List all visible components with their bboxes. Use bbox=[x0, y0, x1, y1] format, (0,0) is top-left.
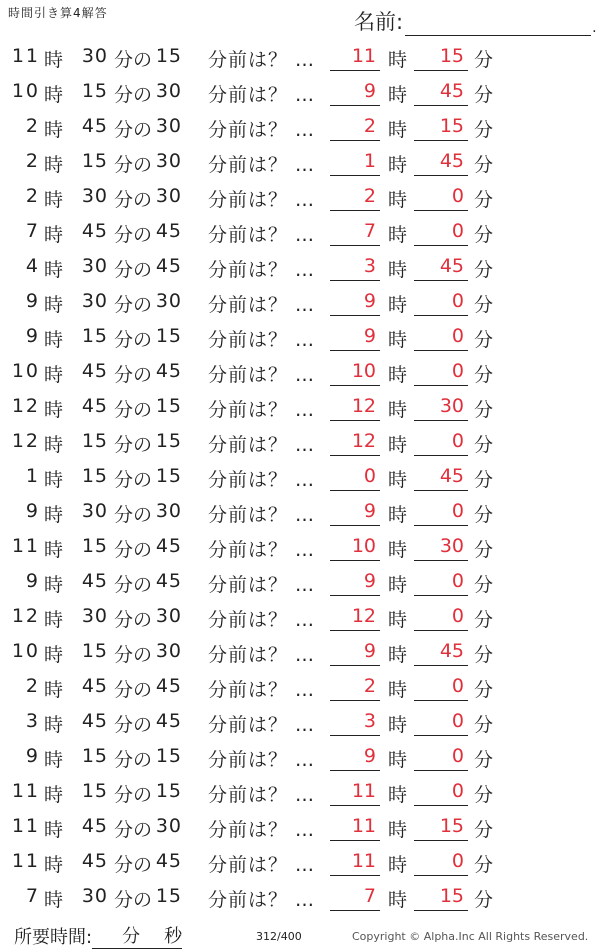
answer-hour-unit: 時 bbox=[388, 189, 408, 211]
worksheet-title: 時間引き算4解答 bbox=[8, 6, 108, 20]
answer-minute[interactable]: 0 bbox=[414, 710, 468, 736]
minutes-before-text: 分前は？ … bbox=[208, 49, 316, 71]
subtract-minutes: 30 bbox=[155, 80, 182, 102]
problem-hour: 2 bbox=[25, 150, 40, 172]
minutes-before-text: 分前は？ … bbox=[208, 609, 316, 631]
answer-hour-unit: 時 bbox=[388, 539, 408, 561]
problem-list bbox=[0, 40, 600, 915]
minutes-before-text: 分前は？ … bbox=[208, 889, 316, 911]
problem-row bbox=[0, 320, 600, 355]
of-minutes-text: 分の bbox=[114, 609, 153, 631]
elapsed-time-field bbox=[14, 922, 182, 949]
problem-hour: 11 bbox=[11, 850, 40, 872]
answer-minute-unit: 分 bbox=[474, 329, 494, 351]
seconds-unit: 秒 bbox=[164, 922, 182, 949]
problem-row bbox=[0, 355, 600, 390]
minutes-before-text: 分前は？ … bbox=[208, 329, 316, 351]
answer-hour-unit: 時 bbox=[388, 889, 408, 911]
hour-unit: 時 bbox=[44, 224, 64, 246]
answer-hour[interactable]: 0 bbox=[330, 465, 380, 491]
problem-row bbox=[0, 600, 600, 635]
problem-hour: 11 bbox=[11, 535, 40, 557]
answer-hour[interactable]: 12 bbox=[330, 430, 380, 456]
subtract-minutes: 15 bbox=[155, 325, 182, 347]
subtract-minutes: 45 bbox=[155, 220, 182, 242]
problem-hour: 9 bbox=[25, 325, 40, 347]
subtract-minutes: 15 bbox=[155, 885, 182, 907]
minutes-before-text: 分前は？ … bbox=[208, 714, 316, 736]
minutes-before-text: 分前は？ … bbox=[208, 574, 316, 596]
problem-hour: 10 bbox=[11, 80, 40, 102]
problem-minute: 15 bbox=[81, 745, 108, 767]
problem-row bbox=[0, 110, 600, 145]
of-minutes-text: 分の bbox=[114, 294, 153, 316]
answer-minute-unit: 分 bbox=[474, 364, 494, 386]
answer-minute-unit: 分 bbox=[474, 224, 494, 246]
name-end-mark: . bbox=[592, 20, 597, 36]
answer-hour[interactable]: 3 bbox=[330, 255, 380, 281]
problem-minute: 30 bbox=[81, 290, 108, 312]
answer-minute[interactable]: 0 bbox=[414, 220, 468, 246]
answer-minute[interactable]: 30 bbox=[414, 535, 468, 561]
hour-unit: 時 bbox=[44, 539, 64, 561]
answer-minute-unit: 分 bbox=[474, 189, 494, 211]
problem-hour: 7 bbox=[25, 885, 40, 907]
answer-minute-unit: 分 bbox=[474, 154, 494, 176]
of-minutes-text: 分の bbox=[114, 749, 153, 771]
hour-unit: 時 bbox=[44, 854, 64, 876]
problem-minute: 15 bbox=[81, 150, 108, 172]
answer-hour-unit: 時 bbox=[388, 224, 408, 246]
answer-hour[interactable]: 2 bbox=[330, 675, 380, 701]
minutes-before-text: 分前は？ … bbox=[208, 364, 316, 386]
subtract-minutes: 45 bbox=[155, 850, 182, 872]
of-minutes-text: 分の bbox=[114, 714, 153, 736]
subtract-minutes: 15 bbox=[155, 465, 182, 487]
answer-hour[interactable]: 9 bbox=[330, 745, 380, 771]
subtract-minutes: 15 bbox=[155, 395, 182, 417]
problem-minute: 15 bbox=[81, 430, 108, 452]
hour-unit: 時 bbox=[44, 574, 64, 596]
problem-hour: 4 bbox=[25, 255, 40, 277]
minutes-before-text: 分前は？ … bbox=[208, 119, 316, 141]
problem-row bbox=[0, 705, 600, 740]
answer-minute-unit: 分 bbox=[474, 399, 494, 421]
answer-minute-unit: 分 bbox=[474, 469, 494, 491]
hour-unit: 時 bbox=[44, 189, 64, 211]
answer-hour[interactable]: 12 bbox=[330, 605, 380, 631]
hour-unit: 時 bbox=[44, 469, 64, 491]
answer-hour[interactable]: 9 bbox=[330, 290, 380, 316]
answer-hour[interactable]: 10 bbox=[330, 360, 380, 386]
problem-row bbox=[0, 285, 600, 320]
subtract-minutes: 15 bbox=[155, 745, 182, 767]
problem-minute: 15 bbox=[81, 80, 108, 102]
answer-hour-unit: 時 bbox=[388, 574, 408, 596]
problem-hour: 9 bbox=[25, 745, 40, 767]
hour-unit: 時 bbox=[44, 784, 64, 806]
problem-hour: 1 bbox=[25, 465, 40, 487]
answer-minute-unit: 分 bbox=[474, 749, 494, 771]
problem-hour: 12 bbox=[11, 605, 40, 627]
problem-hour: 2 bbox=[25, 675, 40, 697]
answer-hour-unit: 時 bbox=[388, 784, 408, 806]
problem-minute: 45 bbox=[81, 710, 108, 732]
problem-minute: 15 bbox=[81, 640, 108, 662]
problem-hour: 7 bbox=[25, 220, 40, 242]
answer-minute-unit: 分 bbox=[474, 539, 494, 561]
problem-row bbox=[0, 810, 600, 845]
problem-minute: 45 bbox=[81, 360, 108, 382]
of-minutes-text: 分の bbox=[114, 119, 153, 141]
subtract-minutes: 30 bbox=[155, 290, 182, 312]
problem-hour: 9 bbox=[25, 570, 40, 592]
answer-hour[interactable]: 11 bbox=[330, 780, 380, 806]
problem-hour: 11 bbox=[11, 815, 40, 837]
hour-unit: 時 bbox=[44, 609, 64, 631]
answer-hour-unit: 時 bbox=[388, 154, 408, 176]
minutes-before-text: 分前は？ … bbox=[208, 434, 316, 456]
of-minutes-text: 分の bbox=[114, 469, 153, 491]
answer-minute[interactable]: 15 bbox=[414, 115, 468, 141]
answer-minute[interactable]: 0 bbox=[414, 325, 468, 351]
answer-minute[interactable]: 0 bbox=[414, 605, 468, 631]
name-field bbox=[354, 6, 597, 36]
answer-hour-unit: 時 bbox=[388, 259, 408, 281]
answer-hour-unit: 時 bbox=[388, 819, 408, 841]
problem-row bbox=[0, 425, 600, 460]
problem-hour: 12 bbox=[11, 430, 40, 452]
answer-hour[interactable]: 11 bbox=[330, 850, 380, 876]
answer-hour[interactable]: 10 bbox=[330, 535, 380, 561]
answer-hour[interactable]: 11 bbox=[330, 45, 380, 71]
problem-minute: 15 bbox=[81, 780, 108, 802]
answer-minute[interactable]: 0 bbox=[414, 780, 468, 806]
of-minutes-text: 分の bbox=[114, 854, 153, 876]
answer-hour[interactable]: 11 bbox=[330, 815, 380, 841]
of-minutes-text: 分の bbox=[114, 399, 153, 421]
minutes-before-text: 分前は？ … bbox=[208, 189, 316, 211]
hour-unit: 時 bbox=[44, 364, 64, 386]
problem-minute: 45 bbox=[81, 395, 108, 417]
problem-minute: 45 bbox=[81, 815, 108, 837]
answer-minute[interactable]: 45 bbox=[414, 640, 468, 666]
answer-minute-unit: 分 bbox=[474, 889, 494, 911]
answer-minute[interactable]: 45 bbox=[414, 150, 468, 176]
answer-minute[interactable]: 15 bbox=[414, 45, 468, 71]
problem-hour: 9 bbox=[25, 290, 40, 312]
answer-hour[interactable]: 9 bbox=[330, 570, 380, 596]
problem-minute: 30 bbox=[81, 255, 108, 277]
subtract-minutes: 45 bbox=[155, 710, 182, 732]
hour-unit: 時 bbox=[44, 644, 64, 666]
problem-row bbox=[0, 40, 600, 75]
answer-hour-unit: 時 bbox=[388, 84, 408, 106]
subtract-minutes: 30 bbox=[155, 500, 182, 522]
subtract-minutes: 30 bbox=[155, 185, 182, 207]
answer-minute-unit: 分 bbox=[474, 434, 494, 456]
hour-unit: 時 bbox=[44, 434, 64, 456]
answer-hour-unit: 時 bbox=[388, 504, 408, 526]
answer-hour-unit: 時 bbox=[388, 434, 408, 456]
answer-minute[interactable]: 0 bbox=[414, 500, 468, 526]
problem-hour: 2 bbox=[25, 185, 40, 207]
answer-minute[interactable]: 0 bbox=[414, 360, 468, 386]
hour-unit: 時 bbox=[44, 49, 64, 71]
problem-row bbox=[0, 670, 600, 705]
answer-hour-unit: 時 bbox=[388, 469, 408, 491]
of-minutes-text: 分の bbox=[114, 679, 153, 701]
answer-minute[interactable]: 0 bbox=[414, 745, 468, 771]
answer-hour-unit: 時 bbox=[388, 399, 408, 421]
hour-unit: 時 bbox=[44, 84, 64, 106]
answer-minute-unit: 分 bbox=[474, 259, 494, 281]
answer-hour-unit: 時 bbox=[388, 644, 408, 666]
problem-hour: 9 bbox=[25, 500, 40, 522]
answer-minute[interactable]: 0 bbox=[414, 570, 468, 596]
answer-minute[interactable]: 0 bbox=[414, 290, 468, 316]
subtract-minutes: 15 bbox=[155, 45, 182, 67]
problem-hour: 11 bbox=[11, 780, 40, 802]
subtract-minutes: 15 bbox=[155, 780, 182, 802]
hour-unit: 時 bbox=[44, 889, 64, 911]
answer-minute-unit: 分 bbox=[474, 819, 494, 841]
answer-hour-unit: 時 bbox=[388, 714, 408, 736]
subtract-minutes: 45 bbox=[155, 360, 182, 382]
subtract-minutes: 45 bbox=[155, 675, 182, 697]
hour-unit: 時 bbox=[44, 154, 64, 176]
problem-minute: 30 bbox=[81, 605, 108, 627]
minutes-blank[interactable] bbox=[92, 930, 122, 949]
subtract-minutes: 30 bbox=[155, 115, 182, 137]
answer-minute[interactable]: 0 bbox=[414, 185, 468, 211]
copyright-text: Copyright © Alpha.Inc All Rights Reserved. bbox=[352, 930, 589, 943]
page-number: 312/400 bbox=[256, 930, 302, 943]
of-minutes-text: 分の bbox=[114, 189, 153, 211]
hour-unit: 時 bbox=[44, 259, 64, 281]
minutes-before-text: 分前は？ … bbox=[208, 819, 316, 841]
minutes-before-text: 分前は？ … bbox=[208, 854, 316, 876]
of-minutes-text: 分の bbox=[114, 504, 153, 526]
problem-hour: 3 bbox=[25, 710, 40, 732]
of-minutes-text: 分の bbox=[114, 329, 153, 351]
of-minutes-text: 分の bbox=[114, 644, 153, 666]
problem-row bbox=[0, 635, 600, 670]
problem-minute: 45 bbox=[81, 570, 108, 592]
subtract-minutes: 45 bbox=[155, 535, 182, 557]
minutes-before-text: 分前は？ … bbox=[208, 644, 316, 666]
answer-hour[interactable]: 9 bbox=[330, 640, 380, 666]
answer-minute[interactable]: 45 bbox=[414, 465, 468, 491]
hour-unit: 時 bbox=[44, 679, 64, 701]
answer-minute-unit: 分 bbox=[474, 504, 494, 526]
answer-hour-unit: 時 bbox=[388, 119, 408, 141]
hour-unit: 時 bbox=[44, 504, 64, 526]
problem-row bbox=[0, 460, 600, 495]
answer-hour-unit: 時 bbox=[388, 294, 408, 316]
minutes-before-text: 分前は？ … bbox=[208, 224, 316, 246]
hour-unit: 時 bbox=[44, 399, 64, 421]
minutes-unit: 分 bbox=[122, 922, 140, 949]
of-minutes-text: 分の bbox=[114, 154, 153, 176]
answer-minute-unit: 分 bbox=[474, 294, 494, 316]
answer-minute-unit: 分 bbox=[474, 119, 494, 141]
minutes-before-text: 分前は？ … bbox=[208, 784, 316, 806]
hour-unit: 時 bbox=[44, 294, 64, 316]
name-label: 名前: bbox=[354, 10, 404, 34]
problem-row bbox=[0, 180, 600, 215]
answer-hour[interactable]: 9 bbox=[330, 500, 380, 526]
minutes-before-text: 分前は？ … bbox=[208, 399, 316, 421]
problem-row bbox=[0, 845, 600, 880]
problem-minute: 15 bbox=[81, 465, 108, 487]
of-minutes-text: 分の bbox=[114, 889, 153, 911]
minutes-before-text: 分前は？ … bbox=[208, 294, 316, 316]
answer-minute-unit: 分 bbox=[474, 854, 494, 876]
answer-minute[interactable]: 15 bbox=[414, 815, 468, 841]
hour-unit: 時 bbox=[44, 749, 64, 771]
of-minutes-text: 分の bbox=[114, 84, 153, 106]
answer-minute[interactable]: 45 bbox=[414, 80, 468, 106]
answer-hour-unit: 時 bbox=[388, 49, 408, 71]
minutes-before-text: 分前は？ … bbox=[208, 154, 316, 176]
minutes-before-text: 分前は？ … bbox=[208, 259, 316, 281]
problem-minute: 15 bbox=[81, 325, 108, 347]
of-minutes-text: 分の bbox=[114, 364, 153, 386]
answer-minute[interactable]: 0 bbox=[414, 850, 468, 876]
problem-row bbox=[0, 565, 600, 600]
problem-row bbox=[0, 145, 600, 180]
minutes-before-text: 分前は？ … bbox=[208, 539, 316, 561]
answer-minute-unit: 分 bbox=[474, 49, 494, 71]
answer-minute-unit: 分 bbox=[474, 84, 494, 106]
answer-minute[interactable]: 30 bbox=[414, 395, 468, 421]
name-blank-line[interactable] bbox=[405, 15, 591, 36]
problem-row bbox=[0, 390, 600, 425]
answer-hour[interactable]: 2 bbox=[330, 115, 380, 141]
answer-minute-unit: 分 bbox=[474, 644, 494, 666]
subtract-minutes: 30 bbox=[155, 815, 182, 837]
answer-minute[interactable]: 15 bbox=[414, 885, 468, 911]
problem-minute: 45 bbox=[81, 675, 108, 697]
subtract-minutes: 30 bbox=[155, 150, 182, 172]
problem-hour: 10 bbox=[11, 360, 40, 382]
elapsed-time-label: 所要時間: bbox=[14, 927, 93, 948]
subtract-minutes: 15 bbox=[155, 430, 182, 452]
subtract-minutes: 45 bbox=[155, 255, 182, 277]
problem-minute: 45 bbox=[81, 115, 108, 137]
hour-unit: 時 bbox=[44, 329, 64, 351]
hour-unit: 時 bbox=[44, 819, 64, 841]
seconds-blank[interactable] bbox=[140, 930, 164, 949]
of-minutes-text: 分の bbox=[114, 574, 153, 596]
answer-minute-unit: 分 bbox=[474, 714, 494, 736]
problem-minute: 30 bbox=[81, 45, 108, 67]
problem-row bbox=[0, 215, 600, 250]
answer-minute-unit: 分 bbox=[474, 784, 494, 806]
of-minutes-text: 分の bbox=[114, 224, 153, 246]
answer-hour-unit: 時 bbox=[388, 609, 408, 631]
problem-minute: 30 bbox=[81, 885, 108, 907]
answer-hour-unit: 時 bbox=[388, 854, 408, 876]
answer-hour[interactable]: 12 bbox=[330, 395, 380, 421]
answer-minute[interactable]: 0 bbox=[414, 675, 468, 701]
problem-minute: 45 bbox=[81, 850, 108, 872]
answer-hour-unit: 時 bbox=[388, 679, 408, 701]
answer-hour-unit: 時 bbox=[388, 749, 408, 771]
problem-hour: 11 bbox=[11, 45, 40, 67]
problem-hour: 2 bbox=[25, 115, 40, 137]
of-minutes-text: 分の bbox=[114, 434, 153, 456]
answer-minute-unit: 分 bbox=[474, 609, 494, 631]
problem-hour: 12 bbox=[11, 395, 40, 417]
answer-minute[interactable]: 45 bbox=[414, 255, 468, 281]
answer-hour[interactable]: 3 bbox=[330, 710, 380, 736]
problem-hour: 10 bbox=[11, 640, 40, 662]
of-minutes-text: 分の bbox=[114, 539, 153, 561]
answer-hour[interactable]: 2 bbox=[330, 185, 380, 211]
subtract-minutes: 30 bbox=[155, 605, 182, 627]
minutes-before-text: 分前は？ … bbox=[208, 84, 316, 106]
subtract-minutes: 45 bbox=[155, 570, 182, 592]
hour-unit: 時 bbox=[44, 119, 64, 141]
problem-row bbox=[0, 880, 600, 915]
minutes-before-text: 分前は？ … bbox=[208, 679, 316, 701]
minutes-before-text: 分前は？ … bbox=[208, 469, 316, 491]
hour-unit: 時 bbox=[44, 714, 64, 736]
answer-hour-unit: 時 bbox=[388, 364, 408, 386]
answer-hour[interactable]: 9 bbox=[330, 80, 380, 106]
of-minutes-text: 分の bbox=[114, 259, 153, 281]
problem-row bbox=[0, 775, 600, 810]
answer-hour-unit: 時 bbox=[388, 329, 408, 351]
problem-row bbox=[0, 530, 600, 565]
of-minutes-text: 分の bbox=[114, 784, 153, 806]
of-minutes-text: 分の bbox=[114, 819, 153, 841]
answer-hour[interactable]: 7 bbox=[330, 885, 380, 911]
problem-row bbox=[0, 495, 600, 530]
answer-hour[interactable]: 9 bbox=[330, 325, 380, 351]
problem-minute: 30 bbox=[81, 185, 108, 207]
of-minutes-text: 分の bbox=[114, 49, 153, 71]
subtract-minutes: 30 bbox=[155, 640, 182, 662]
minutes-before-text: 分前は？ … bbox=[208, 749, 316, 771]
problem-row bbox=[0, 250, 600, 285]
problem-minute: 45 bbox=[81, 220, 108, 242]
problem-minute: 30 bbox=[81, 500, 108, 522]
answer-minute-unit: 分 bbox=[474, 679, 494, 701]
minutes-before-text: 分前は？ … bbox=[208, 504, 316, 526]
problem-row bbox=[0, 740, 600, 775]
answer-minute-unit: 分 bbox=[474, 574, 494, 596]
problem-row bbox=[0, 75, 600, 110]
answer-minute[interactable]: 0 bbox=[414, 430, 468, 456]
problem-minute: 15 bbox=[81, 535, 108, 557]
answer-hour[interactable]: 1 bbox=[330, 150, 380, 176]
answer-hour[interactable]: 7 bbox=[330, 220, 380, 246]
